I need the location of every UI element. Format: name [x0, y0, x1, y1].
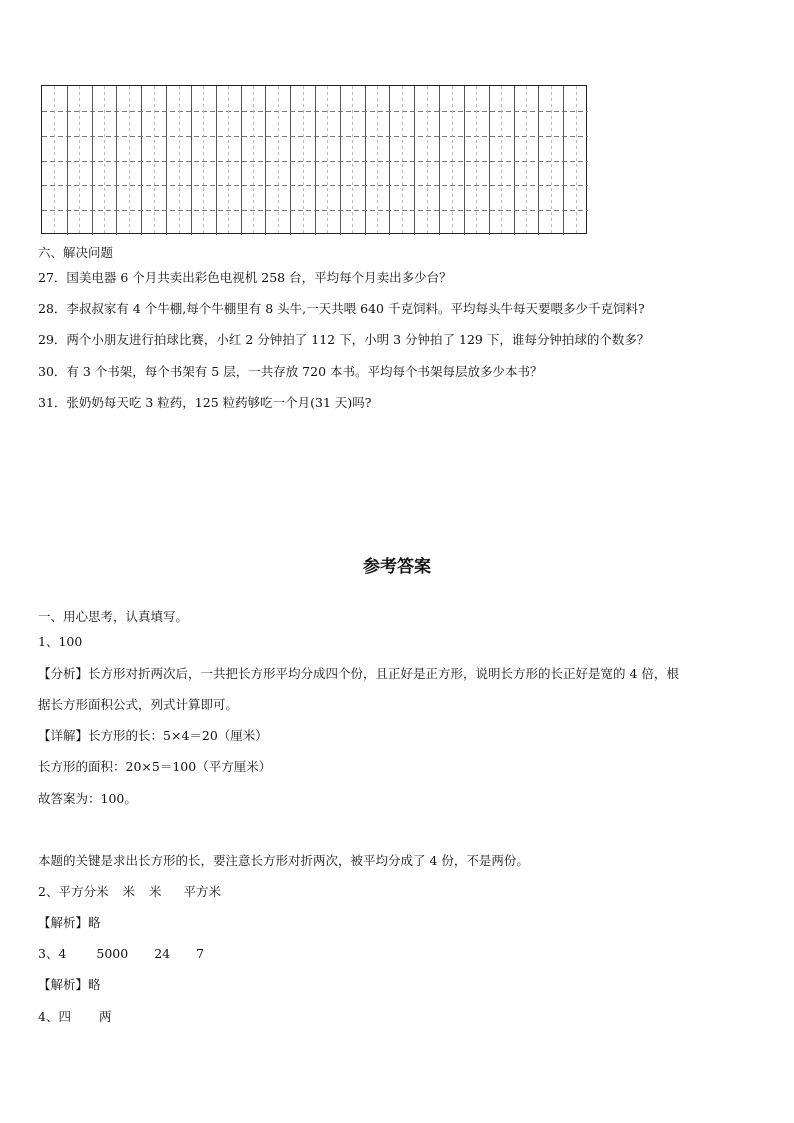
- answer-3-analysis: 【解析】略: [38, 977, 101, 992]
- answer-2-item: 平方分米: [58, 884, 109, 899]
- question-30: 30．有 3 个书架，每个书架有 5 层，一共存放 720 本书。平均每个书架每层放多少本书？: [38, 364, 543, 379]
- answer-2-number: 2、: [38, 884, 59, 899]
- answer-2: [38, 884, 221, 900]
- answer-1-detail: 【详解】长方形的长：5×4＝20（厘米）: [38, 728, 268, 743]
- answer-4: [38, 1009, 111, 1025]
- answer-4-number: 4、: [38, 1009, 59, 1024]
- section-6-heading: 六、解决问题: [38, 245, 114, 260]
- answer-3-item: 5000: [96, 946, 129, 961]
- answer-4-item: 两: [98, 1009, 112, 1024]
- answer-4-item: 四: [58, 1009, 71, 1024]
- answer-1-analysis-line2: 据长方形面积公式，列式计算即可。: [38, 697, 239, 712]
- grid-lines: [42, 86, 588, 235]
- answer-1-key-point: 本题的关键是求出长方形的长，要注意长方形对折两次，被平均分成了 4 份，不是两份。: [38, 853, 529, 868]
- answer-3-number: 3、: [38, 946, 59, 961]
- answer-3-item: 24: [154, 946, 171, 961]
- answer-2-item: 米: [122, 884, 135, 899]
- answer-1-area: 长方形的面积：20×5＝100（平方厘米）: [38, 759, 272, 774]
- answer-2-analysis: 【解析】略: [38, 915, 101, 930]
- answer-2-item: 米: [148, 884, 162, 899]
- answer-2-item: 平方米: [183, 884, 222, 899]
- answer-3-item: 7: [196, 946, 205, 961]
- answer-title: 参考答案: [363, 557, 431, 577]
- question-28: 28．李叔叔家有 4 个牛棚,每个牛棚里有 8 头牛,一天共喂 640 千克饲料。平均每头牛每天要喂多少千克饲料?: [38, 301, 645, 316]
- answer-1-analysis-line1: 【分析】长方形对折两次后，一共把长方形平均分成四个份，且正好是正方形，说明长方形的长正好是宽的 4 倍，根: [38, 666, 679, 681]
- answer-3: [38, 946, 204, 962]
- answer-1-result: 故答案为：100。: [38, 791, 137, 806]
- answer-3-item: 4: [58, 946, 67, 961]
- answer-section-1: 一、用心思考，认真填写。: [38, 609, 189, 624]
- question-31: 31．张奶奶每天吃 3 粒药，125 粒药够吃一个月(31 天)吗?: [38, 395, 372, 410]
- question-27: 27．国美电器 6 个月共卖出彩色电视机 258 台，平均每个月卖出多少台？: [38, 270, 452, 285]
- question-29: 29．两个小朋友进行拍球比赛，小红 2 分钟拍了 112 下，小明 3 分钟拍了 129 下，谁每分钟拍球的个数多？: [38, 332, 650, 347]
- answer-1: 1、100: [38, 634, 83, 649]
- writing-grid: [41, 85, 587, 234]
